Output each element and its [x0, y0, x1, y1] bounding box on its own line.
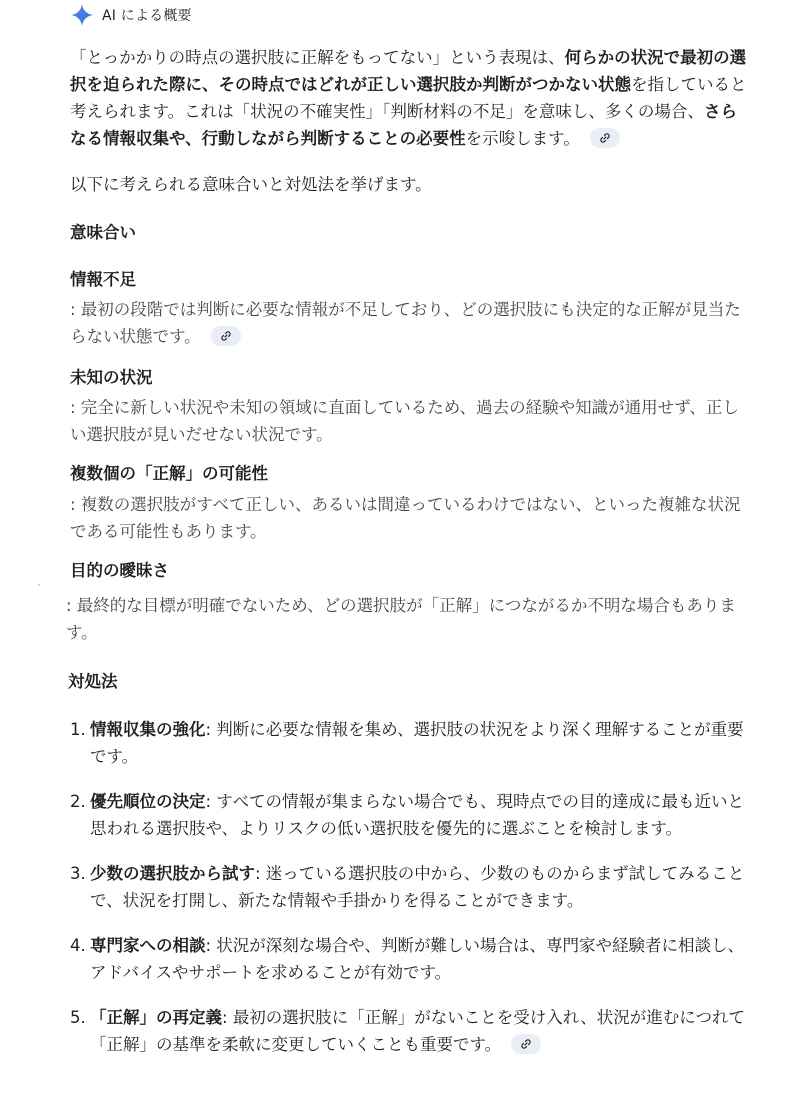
solution-title: 優先順位の決定	[90, 792, 206, 811]
solution-number: 4.	[70, 936, 86, 955]
solution-text: : すべての情報が集まらない場合でも、現時点での目的達成に最も近いと思われる選択肢や、よりリスクの低い選択肢を優先的に選ぶことを検討します。	[90, 792, 744, 838]
ai-overview-title: AI による概要	[102, 8, 192, 24]
link-icon	[520, 1038, 532, 1050]
meaning-title-4: 目的の曖昧さ	[70, 561, 169, 580]
meaning-desc-1	[70, 296, 750, 350]
link-icon	[599, 132, 611, 144]
intro-text-1: 「とっかかりの時点の選択肢に正解をもってない」という表現は、	[70, 48, 565, 67]
solution-text: : 迷っている選択肢の中から、少数のものからまず試してみることで、状況を打開し、新たな情報や手掛かりを得ることができます。	[90, 864, 745, 910]
intro-bold-2: さらなる情報収集や、行動しながら判断することの必要性	[70, 102, 737, 148]
meanings-heading: 意味合い	[70, 223, 136, 242]
lead-text: 以下に考えられる意味合いと対処法を挙げます。	[70, 175, 432, 194]
solution-item-2	[70, 788, 750, 842]
solution-number: 1.	[70, 720, 86, 739]
solution-title: 情報収集の強化	[90, 720, 206, 739]
intro-text-2: を指していると考えられます。これは「状況の不確実性」「判断材料の不足」を意味し、多くの場合、	[70, 75, 747, 121]
solution-number: 5.	[70, 1008, 86, 1027]
meaning-title-3: 複数個の「正解」の可能性	[70, 464, 268, 483]
solution-item-5	[70, 1004, 750, 1058]
ai-overview-header	[70, 2, 192, 28]
solution-text: : 状況が深刻な場合や、判断が難しい場合は、専門家や経験者に相談し、アドバイスやサポートを求めることが有効です。	[90, 936, 744, 982]
sparkle-icon	[70, 3, 94, 27]
solution-item-4	[70, 932, 750, 986]
meaning-title-2: 未知の状況	[70, 368, 153, 387]
meaning-desc-1-text: : 最初の段階では判断に必要な情報が不足しており、どの選択肢にも決定的な正解が見当たらない状態です。	[70, 300, 741, 346]
meaning-desc-4: : 最終的な目標が明確でないため、どの選択肢が「正解」につながるか不明な場合もあります。	[66, 596, 736, 642]
solution-title: 「正解」の再定義	[90, 1008, 222, 1027]
solution-item-1	[70, 716, 750, 770]
intro-bold-1: 何らかの状況で最初の選択を迫られた際に、その時点ではどれが正しい選択肢か判断がつかない状態	[70, 48, 747, 94]
meaning-desc-3: : 複数の選択肢がすべて正しい、あるいは間違っているわけではない、といった複雑な状況である可能性もあります。	[70, 495, 741, 541]
solution-item-3	[70, 860, 750, 914]
meaning-desc-2: : 完全に新しい状況や未知の領域に直面しているため、過去の経験や知識が通用せず、正しい選択肢が見いだせない状況です。	[70, 398, 739, 444]
source-link-chip-1[interactable]	[590, 128, 620, 148]
source-link-chip-3[interactable]	[511, 1034, 541, 1054]
solutions-heading: 対処法	[68, 672, 118, 691]
solution-title: 少数の選択肢から試す	[90, 864, 255, 883]
intro-text-3: を示唆します。	[465, 129, 580, 148]
solution-number: 2.	[70, 792, 86, 811]
intro-paragraph	[70, 44, 750, 152]
solution-text: : 最初の選択肢に「正解」がないことを受け入れ、状況が進むにつれて「正解」の基準を柔軟に変更していくことも重要です。	[90, 1008, 745, 1054]
solution-text: : 判断に必要な情報を集め、選択肢の状況をより深く理解することが重要です。	[90, 720, 744, 766]
source-link-chip-2[interactable]	[211, 326, 241, 346]
meaning-title-1: 情報不足	[70, 270, 136, 289]
link-icon	[220, 330, 232, 342]
margin-dot	[38, 584, 40, 586]
solution-number: 3.	[70, 864, 86, 883]
solution-title: 専門家への相談	[90, 936, 206, 955]
